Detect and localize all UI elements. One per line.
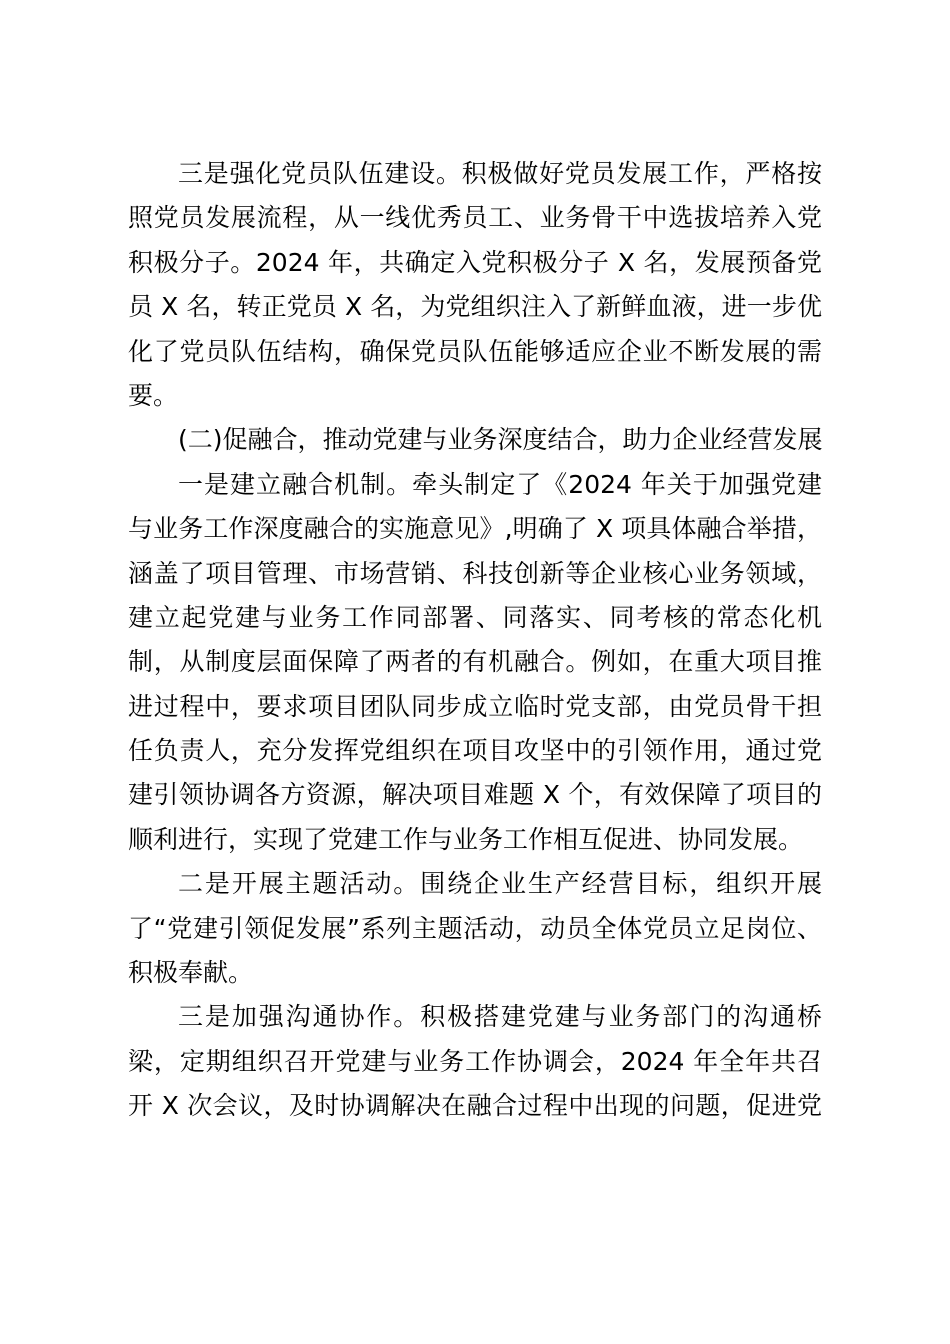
text-line: 开 X 次会议，及时协调解决在融合过程中出现的问题，促进党 (128, 1091, 822, 1121)
text-line: 二是开展主题活动。围绕企业生产经营目标，组织开展 (178, 869, 822, 899)
text-line: 制，从制度层面保障了两者的有机融合。例如，在重大项目推 (128, 647, 822, 677)
text-line: 与业务工作深度融合的实施意见》,明确了 X 项具体融合举措， (128, 514, 822, 544)
text-line: 积极分子。2024 年，共确定入党积极分子 X 名，发展预备党 (128, 247, 822, 277)
text-line: 涵盖了项目管理、市场营销、科技创新等企业核心业务领域， (128, 558, 822, 588)
text-line: 了“党建引领促发展”系列主题活动，动员全体党员立足岗位、 (128, 913, 822, 943)
text-line: 化了党员队伍结构，确保党员队伍能够适应企业不断发展的需 (128, 336, 822, 366)
body-text (128, 152, 822, 1129)
text-line: 要。 (128, 380, 179, 410)
text-line: (二)促融合，推动党建与业务深度结合，助力企业经营发展 (178, 425, 823, 455)
text-line: 三是加强沟通协作。积极搭建党建与业务部门的沟通桥 (178, 1002, 822, 1032)
text-line: 建引领协调各方资源，解决项目难题 X 个，有效保障了项目的 (128, 780, 822, 810)
text-line: 照党员发展流程，从一线优秀员工、业务骨干中选拔培养入党 (128, 203, 822, 233)
text-line: 顺利进行，实现了党建工作与业务工作相互促进、协同发展。 (128, 824, 804, 854)
text-line: 三是强化党员队伍建设。积极做好党员发展工作，严格按 (178, 159, 822, 188)
text-line: 积极奉献。 (128, 958, 254, 988)
text-line: 员 X 名，转正党员 X 名，为党组织注入了新鲜血液，进一步优 (128, 292, 822, 322)
text-line: 任负责人，充分发挥党组织在项目攻坚中的引领作用，通过党 (128, 736, 822, 766)
text-line: 梁，定期组织召开党建与业务工作协调会，2024 年全年共召 (128, 1046, 822, 1076)
text-line: 建立起党建与业务工作同部署、同落实、同考核的常态化机 (128, 602, 822, 632)
text-line: 进过程中，要求项目团队同步成立临时党支部，由党员骨干担 (128, 691, 822, 721)
text-line: 一是建立融合机制。牵头制定了《2024 年关于加强党建 (178, 469, 822, 499)
